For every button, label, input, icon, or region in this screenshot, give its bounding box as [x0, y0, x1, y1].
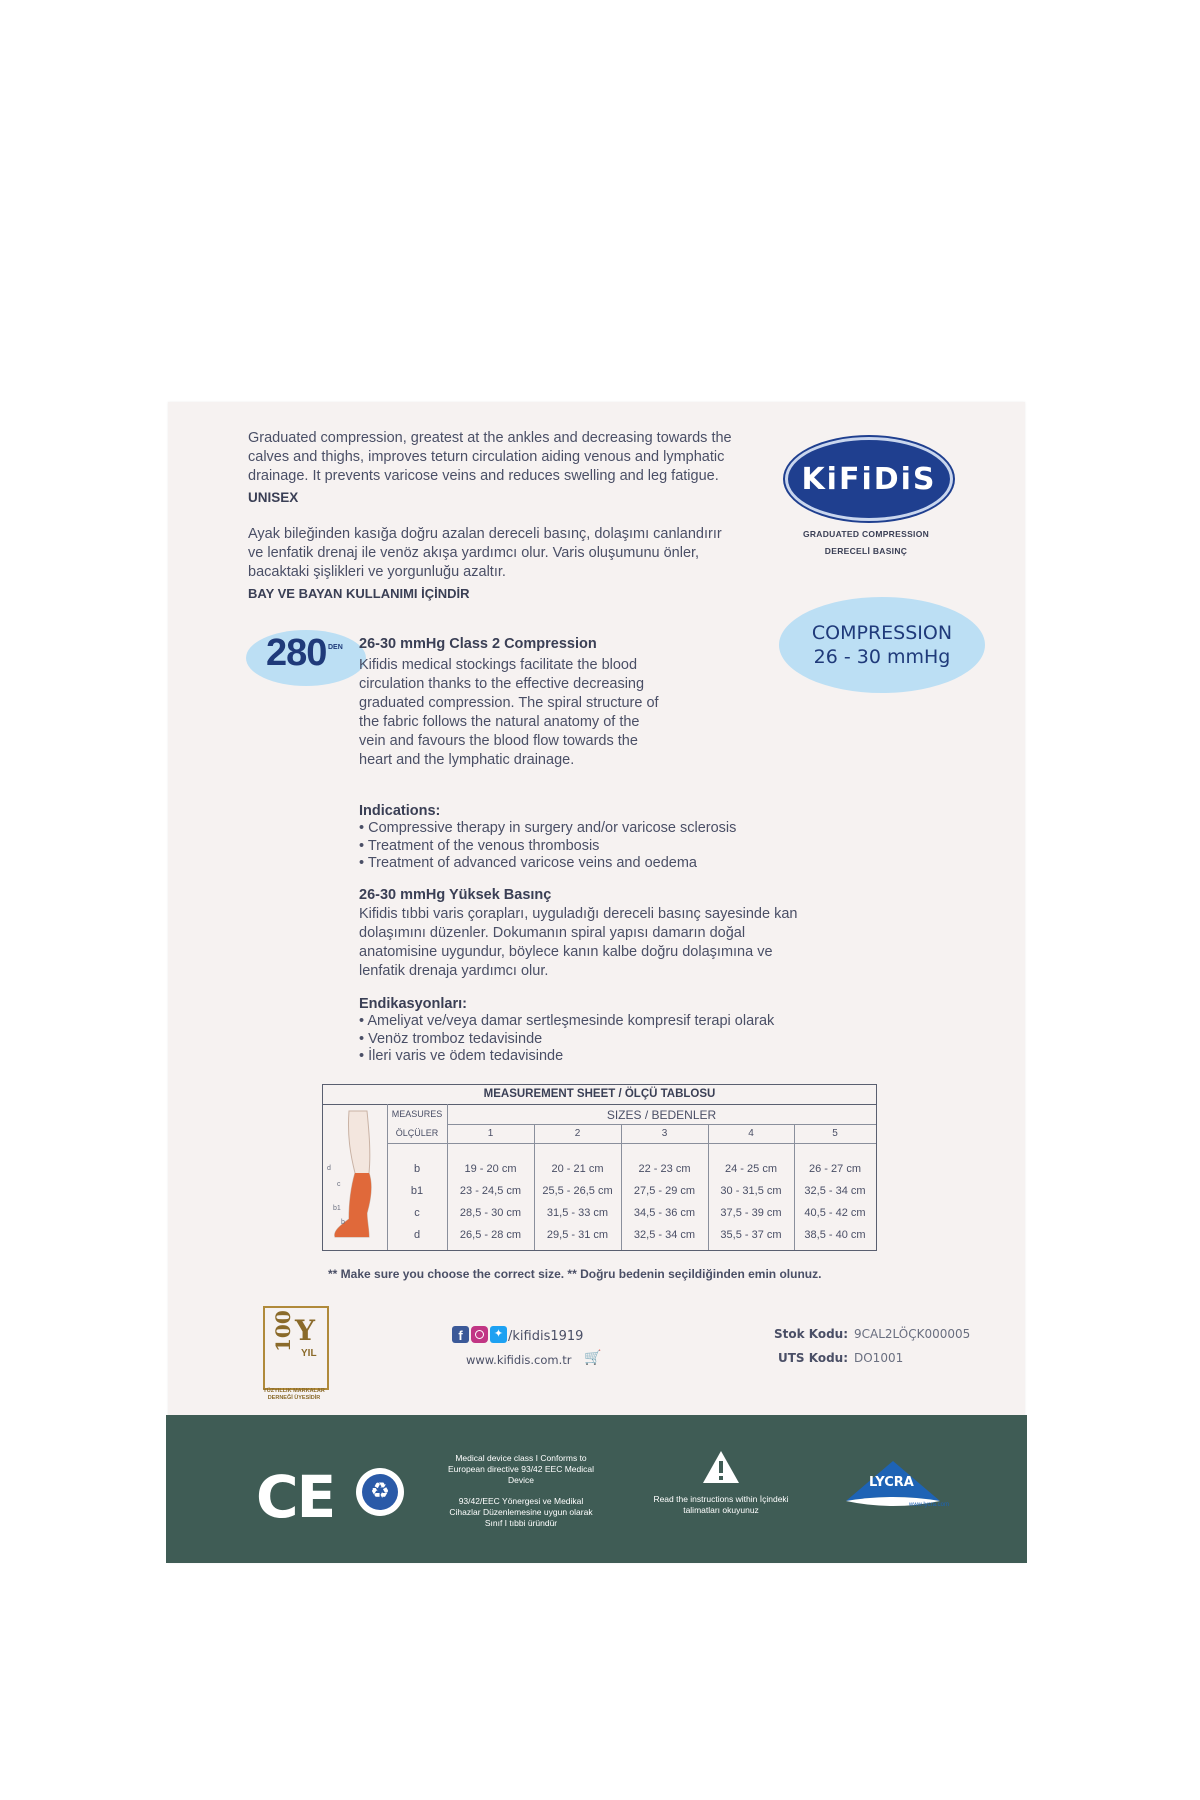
unisex-turkish-label: BAY VE BAYAN KULLANIMI İÇİNDİR	[248, 586, 470, 601]
unisex-label: UNISEX	[248, 490, 299, 505]
century-caption: YÜZYILLIK MARKALAR DERNEĞİ ÜYESİDİR	[263, 1388, 325, 1401]
cart-icon[interactable]: 🛒	[584, 1349, 602, 1365]
social-handle[interactable]: /kifidis1919	[508, 1329, 584, 1344]
measurement-table	[322, 1084, 877, 1251]
device-class-tr: 93/42/EEC Yönergesi ve Medikal Cihazlar Düzenlemesine uygun olarak Sınıf I tıbbi üründür	[449, 1496, 593, 1528]
leg-label-b1: b1	[333, 1205, 341, 1212]
device-class-en: Medical device class I Conforms to European directive 93/42 EEC Medical Device	[448, 1453, 594, 1485]
indications-title-tr: Endikasyonları:	[359, 996, 467, 1012]
measures-label: MEASURES	[391, 1109, 443, 1119]
century-y-icon: Y	[295, 1314, 315, 1347]
table-cell: 35,5 - 37 cm	[720, 1229, 782, 1241]
package-back	[168, 402, 1025, 1563]
table-cell: 28,5 - 30 cm	[459, 1207, 522, 1219]
size-note: ** Make sure you choose the correct size. ** Doğru bedenin seçildiğinden emin olunuz.	[328, 1267, 822, 1281]
den-value: 280	[266, 632, 327, 674]
grid-line	[447, 1124, 876, 1125]
table-cell: 20 - 21 cm	[551, 1163, 604, 1175]
indications-title-en: Indications:	[359, 803, 441, 819]
table-cell: 37,5 - 39 cm	[720, 1207, 782, 1219]
website-link[interactable]: www.kifidis.com.tr	[466, 1353, 572, 1367]
table-cell: 30 - 31,5 cm	[720, 1185, 782, 1197]
table-cell: 26 - 27 cm	[809, 1163, 861, 1175]
product-body-tr: Kifidis tıbbi varis çorapları, uyguladığı dereceli basınç sayesinde kan dolaşımını düzenler. Dokumanın spiral yapısı damarın doğal anatomisine uygundur, böylece kanın kalbe doğru dolaşımına ve lenfatik drenaja yardımcı olur.	[359, 906, 798, 979]
size-header: 4	[748, 1128, 754, 1139]
table-cell: 26,5 - 28 cm	[459, 1229, 522, 1241]
product-title-en: 26-30 mmHg Class 2 Compression	[359, 636, 597, 652]
list-item: • Venöz tromboz tedavisinde	[359, 1031, 839, 1049]
century-yil: YIL	[301, 1348, 317, 1359]
den-label: DEN	[328, 644, 343, 651]
stock-code-label: Stok Kodu:	[773, 1327, 848, 1341]
list-item: • Treatment of advanced varicose veins and oedema	[359, 855, 839, 873]
product-body-en: Kifidis medical stockings facilitate the blood circulation thanks to the effective decreasing graduated compression. The spiral structure of the fabric follows the natural anatomy of the vein and favours the blood flow towards the heart and the lymphatic drainage.	[359, 657, 659, 768]
logo-text: KiFiDiS	[801, 461, 937, 497]
social-icons	[452, 1326, 507, 1343]
indications-list-en	[359, 820, 839, 873]
sizes-header: SIZES / BEDENLER	[606, 1108, 717, 1122]
footer-bar	[166, 1415, 1027, 1563]
intro-english: Graduated compression, greatest at the ankles and decreasing towards the calves and thighs, improves teturn circulation aiding venous and lymphatic drainage. It prevents varicose veins and reduces swelling and leg fatigue.	[248, 430, 732, 484]
table-cell: 19 - 20 cm	[464, 1163, 517, 1175]
row-label: b	[413, 1163, 421, 1175]
indications-list-tr	[359, 1013, 839, 1066]
table-cell: 29,5 - 31 cm	[546, 1229, 609, 1241]
uts-code-value: DO1001	[854, 1351, 904, 1365]
table-cell: 32,5 - 34 cm	[633, 1229, 696, 1241]
size-header: 5	[832, 1128, 838, 1139]
twitter-icon[interactable]: ✦	[490, 1326, 507, 1343]
instructions-text: Read the instructions within İçindeki talimatları okuyunuz	[653, 1494, 789, 1515]
stock-code-value: 9CAL2LÖÇK000005	[854, 1327, 971, 1341]
grid-line	[387, 1143, 876, 1144]
recycle-icon: ♻	[356, 1468, 404, 1516]
table-cell: 24 - 25 cm	[725, 1163, 777, 1175]
ce-mark: CE	[256, 1463, 335, 1531]
list-item: • Ameliyat ve/veya damar sertleşmesinde kompresif terapi olarak	[359, 1013, 839, 1031]
intro-turkish: Ayak bileğinden kasığa doğru azalan dereceli basınç, dolaşımı canlandırır ve lenfatik drenaj ile venöz akışa yardımcı olur. Varis oluşumunu önler, bacaktaki şişlikleri ve yorgunluğu azaltır.	[248, 526, 722, 580]
table-cell: 38,5 - 40 cm	[804, 1229, 866, 1241]
kifidis-logo	[785, 437, 953, 521]
table-cell: 34,5 - 36 cm	[633, 1207, 696, 1219]
compression-badge	[779, 597, 985, 693]
table-cell: 25,5 - 26,5 cm	[542, 1185, 613, 1197]
table-title: MEASUREMENT SHEET / ÖLÇÜ TABLOSU	[323, 1085, 876, 1105]
list-item: • Compressive therapy in surgery and/or varicose sclerosis	[359, 820, 839, 838]
century-number: 100	[271, 1310, 295, 1352]
uts-code-label: UTS Kodu:	[777, 1351, 848, 1365]
century-emblem	[263, 1306, 329, 1390]
leg-label-c: c	[337, 1181, 341, 1188]
logo-subtitle-tr: DERECELİ BASINÇ	[824, 546, 908, 556]
lycra-url: www.lycra.com	[909, 1502, 950, 1508]
row-label: c	[414, 1207, 420, 1219]
table-cell: 31,5 - 33 cm	[546, 1207, 609, 1219]
size-header: 1	[487, 1128, 494, 1139]
leg-illustration	[327, 1107, 389, 1245]
facebook-icon[interactable]: f	[452, 1326, 469, 1343]
table-cell: 23 - 24,5 cm	[459, 1185, 522, 1197]
table-cell: 40,5 - 42 cm	[804, 1207, 866, 1219]
row-label: b1	[410, 1185, 424, 1197]
leg-label-b: b	[341, 1219, 345, 1226]
leg-label-d: d	[327, 1165, 331, 1172]
product-title-tr: 26-30 mmHg Yüksek Basınç	[359, 887, 552, 903]
olculer-label: ÖLÇÜLER	[395, 1128, 439, 1138]
logo-subtitle-en: GRADUATED COMPRESSION	[802, 529, 930, 539]
row-label: d	[413, 1229, 421, 1241]
table-cell: 27,5 - 29 cm	[633, 1185, 696, 1197]
table-cell: 22 - 23 cm	[638, 1163, 691, 1175]
lycra-text: LYCRA	[869, 1475, 914, 1490]
size-header: 2	[574, 1128, 581, 1139]
compression-badge-line2: 26 - 30 mmHg	[813, 646, 951, 668]
list-item: • Treatment of the venous thrombosis	[359, 838, 839, 856]
warning-icon	[701, 1449, 741, 1485]
list-item: • İleri varis ve ödem tedavisinde	[359, 1048, 839, 1066]
size-header: 3	[661, 1128, 668, 1139]
table-cell: 32,5 - 34 cm	[804, 1185, 866, 1197]
instagram-icon[interactable]	[471, 1326, 488, 1343]
compression-badge-line1: COMPRESSION	[811, 622, 953, 644]
